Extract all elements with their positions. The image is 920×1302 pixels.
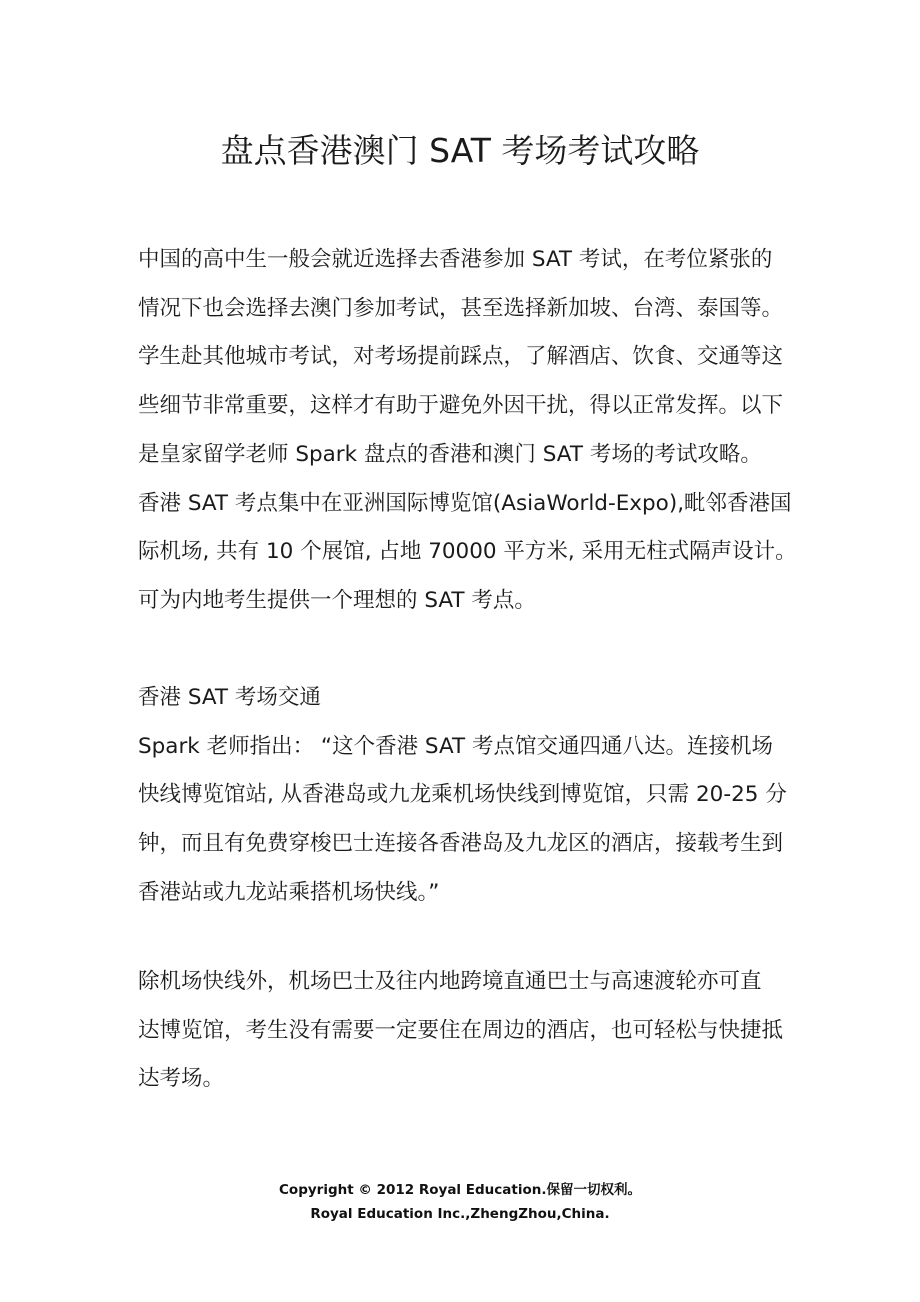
- text-line: 学生赴其他城市考试，对考场提前踩点，了解酒店、饮食、交通等这: [138, 344, 784, 370]
- document-title: 盘点香港澳门 SAT 考场考试攻略: [220, 131, 700, 170]
- text-line: 香港 SAT 考点集中在亚洲国际博览馆(AsiaWorld-Expo),毗邻香港国: [138, 490, 792, 516]
- text-line: 些细节非常重要，这样才有助于避免外因干扰，得以正常发挥。以下: [138, 393, 784, 419]
- transport-section: [138, 674, 788, 918]
- text-line: 除机场快线外，机场巴士及往内地跨境直通巴士与高速渡轮亦可直: [138, 969, 762, 994]
- text-line: 情况下也会选择去澳门参加考试，甚至选择新加坡、台湾、泰国等。: [138, 295, 784, 321]
- section-heading: 香港 SAT 考场交通: [138, 685, 321, 710]
- text-line: 快线博览馆站, 从香港岛或九龙乘机场快线到博览馆，只需 20-25 分: [138, 782, 787, 808]
- text-line: 钟，而且有免费穿梭巴士连接各香港岛及九龙区的酒店，接载考生到: [138, 831, 784, 857]
- text-line: 达博览馆，考生没有需要一定要住在周边的酒店，也可轻松与快捷抵: [138, 1017, 784, 1043]
- text-line: 达考场。: [138, 1066, 225, 1092]
- text-line: 际机场, 共有 10 个展馆, 占地 70000 平方米, 采用无柱式隔声设计。: [138, 539, 797, 565]
- text-line: 是皇家留学老师 Spark 盘点的香港和澳门 SAT 考场的考试攻略。: [138, 441, 762, 467]
- intro-paragraph: [138, 236, 797, 626]
- text-line: Spark 老师指出： “这个香港 SAT 考点馆交通四通八达。连接机场: [138, 733, 773, 759]
- text-line: 中国的高中生一般会就近选择去香港参加 SAT 考试，在考位紧张的: [138, 247, 773, 272]
- text-line: 可为内地考生提供一个理想的 SAT 考点。: [138, 587, 536, 613]
- footer-company: Royal Education Inc.,ZhengZhou,China.: [310, 1206, 610, 1222]
- text-line: 香港站或九龙站乘搭机场快线。”: [138, 879, 440, 905]
- footer-copyright: Copyright © 2012 Royal Education.保留一切权利。: [279, 1182, 641, 1198]
- bus-paragraph: [138, 958, 788, 1104]
